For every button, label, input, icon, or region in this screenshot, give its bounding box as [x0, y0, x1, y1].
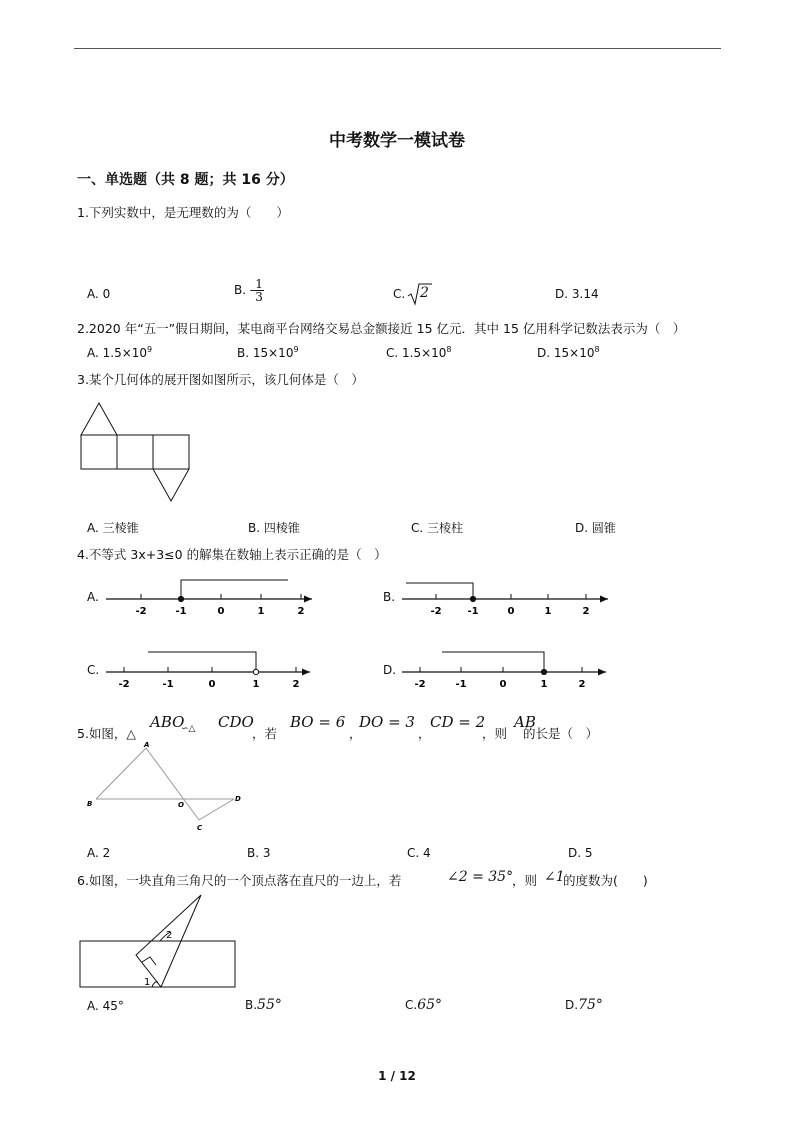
- q6-option-c[interactable]: [405, 997, 442, 1013]
- q2-option-c[interactable]: [386, 345, 452, 360]
- segment-ac: [146, 748, 199, 820]
- section-heading: 一、单选题（共 8 题；共 16 分）: [77, 172, 294, 188]
- q5-ze: ，则: [482, 726, 508, 741]
- tick-label: 1: [544, 606, 552, 617]
- q1-option-b-fraction: [254, 278, 264, 303]
- tick-label: -1: [162, 679, 174, 690]
- q6-option-d-prefix: D.: [565, 998, 579, 1012]
- q2-option-b-exponent: 9: [293, 345, 299, 354]
- q2-option-a-base: A. 1.5×10: [87, 346, 148, 360]
- tick-label: 0: [507, 606, 515, 617]
- fraction-denominator: 3: [255, 290, 263, 304]
- tick-label: -1: [467, 606, 479, 617]
- q5-bo-value: BO = 6: [290, 713, 346, 731]
- tick-label: 2: [292, 679, 300, 690]
- page-number: 1 / 12: [378, 1069, 416, 1083]
- q5-similar-symbol: ∽△: [181, 724, 196, 734]
- q3-option-c[interactable]: C. 三棱柱: [411, 521, 464, 535]
- tick-label: 1: [540, 679, 548, 690]
- q5-do-value: DO = 3: [359, 713, 415, 731]
- angle-2-label: 2: [166, 930, 173, 941]
- net-face-3: [153, 435, 189, 469]
- q3-option-d[interactable]: D. 圆锥: [575, 521, 616, 535]
- segment-dc: [199, 799, 234, 820]
- axis-arrow-icon: [302, 669, 310, 676]
- tick-label: 1: [252, 679, 260, 690]
- q6-option-d[interactable]: [565, 997, 603, 1013]
- q4-option-a[interactable]: A.: [87, 590, 99, 604]
- q6-mid: ，则: [512, 873, 538, 888]
- point-a-label: A: [144, 741, 150, 749]
- point-o-label: O: [178, 801, 184, 809]
- q5-prefix: 5.如图，△: [77, 726, 137, 741]
- q2-option-c-exponent: 8: [446, 345, 452, 354]
- q1-option-c-prefix: C.: [393, 287, 406, 301]
- q6-tail: 的度数为( ): [563, 873, 648, 888]
- q2-option-a[interactable]: [87, 345, 152, 360]
- q3-net-figure: [78, 402, 198, 504]
- q6-option-d-value: 75°: [578, 997, 603, 1013]
- q3-option-a[interactable]: A. 三棱锥: [87, 521, 139, 535]
- solid-point: [470, 596, 475, 601]
- q2-option-b-base: B. 15×10: [237, 346, 294, 360]
- q2-option-b[interactable]: [237, 345, 299, 360]
- q6-stem: 6.如图，一块直角三角尺的一个顶点落在直尺的一边上，若: [77, 873, 402, 888]
- segment-ab: [96, 748, 146, 799]
- q3-stem: 3.某个几何体的展开图如图所示，该几何体是（ ）: [77, 372, 364, 387]
- q5-ab: AB: [514, 713, 536, 731]
- solid-point: [178, 596, 183, 601]
- q6-option-b-prefix: B.: [245, 998, 258, 1012]
- q4-number-line-c: [100, 648, 320, 696]
- solution-ray: [406, 583, 473, 599]
- q5-comma-2: ，: [418, 726, 431, 741]
- q4-stem: 4.不等式 3x+3≤0 的解集在数轴上表示正确的是（ ）: [77, 547, 387, 562]
- q4-number-line-d: [396, 648, 616, 696]
- page-title: 中考数学一模试卷: [329, 131, 465, 151]
- q5-triangle-abo: ABO: [150, 713, 185, 731]
- q5-tail: 的长是（ ）: [523, 726, 599, 741]
- q2-option-a-exponent: 9: [147, 345, 153, 354]
- q2-option-d[interactable]: [537, 345, 600, 360]
- solution-ray: [181, 580, 288, 599]
- net-top-triangle: [81, 403, 117, 435]
- q2-stem: 2.2020 年“五一”假日期间，某电商平台网络交易总金额接近 15 亿元．其中 15 亿用科学记数法表示为（ ）: [77, 321, 686, 336]
- solution-ray: [442, 652, 544, 672]
- q1-stem: 1.下列实数中，是无理数的为（ ）: [77, 205, 289, 220]
- tick-label: -1: [175, 606, 187, 617]
- q5-option-b[interactable]: B. 3: [247, 846, 271, 860]
- tick-label: -1: [455, 679, 467, 690]
- q6-angle1: ∠1: [544, 869, 565, 885]
- net-face-1: [81, 435, 117, 469]
- tick-label: -2: [118, 679, 130, 690]
- q5-option-d[interactable]: D. 5: [568, 846, 593, 860]
- solid-point: [541, 669, 546, 674]
- net-face-2: [117, 435, 153, 469]
- axis-arrow-icon: [304, 596, 312, 603]
- axis-arrow-icon: [598, 669, 606, 676]
- tick-label: 0: [217, 606, 225, 617]
- q5-option-a[interactable]: A. 2: [87, 846, 111, 860]
- point-c-label: C: [197, 824, 203, 832]
- q6-angle2-value: ∠2 = 35°: [447, 869, 514, 885]
- q6-option-b[interactable]: [245, 997, 282, 1013]
- tick-label: 1: [257, 606, 265, 617]
- axis-arrow-icon: [600, 596, 608, 603]
- q2-option-d-base: D. 15×10: [537, 346, 595, 360]
- q1-option-b[interactable]: [234, 278, 264, 303]
- tick-label: 2: [582, 606, 590, 617]
- net-bottom-triangle: [153, 469, 189, 501]
- ruler-rect: [80, 941, 235, 987]
- q5-figure: [86, 740, 256, 835]
- q6-option-c-value: 65°: [417, 997, 443, 1013]
- q5-option-c[interactable]: C. 4: [407, 846, 431, 860]
- header-rule: [74, 48, 721, 49]
- q2-option-c-base: C. 1.5×10: [386, 346, 447, 360]
- fraction-numerator: 1: [255, 277, 263, 291]
- q5-comma-1: ，: [349, 726, 362, 741]
- q2-option-d-exponent: 8: [594, 345, 600, 354]
- hollow-point: [253, 669, 258, 674]
- q1-option-a[interactable]: A. 0: [87, 287, 111, 301]
- point-b-label: B: [87, 800, 93, 808]
- q5-cd-value: CD = 2: [430, 713, 486, 731]
- q1-option-c[interactable]: [393, 283, 429, 301]
- angle-1-label: 1: [144, 977, 151, 988]
- solution-ray: [148, 652, 256, 672]
- tick-label: -2: [135, 606, 147, 617]
- q6-option-a[interactable]: A. 45°: [87, 999, 124, 1013]
- tick-label: -2: [430, 606, 442, 617]
- tick-label: 0: [208, 679, 216, 690]
- tick-label: 2: [578, 679, 586, 690]
- tick-label: 2: [297, 606, 305, 617]
- q4-number-line-a: [100, 578, 320, 618]
- q1-option-b-prefix: B. -: [234, 283, 255, 297]
- q6-option-c-prefix: C.: [405, 998, 418, 1012]
- q3-option-b[interactable]: B. 四棱锥: [248, 521, 300, 535]
- q4-option-c[interactable]: C.: [87, 663, 100, 677]
- tick-label: -2: [414, 679, 426, 690]
- q4-number-line-b: [396, 578, 616, 618]
- right-angle-mark: [142, 957, 156, 965]
- q6-figure: [78, 892, 238, 992]
- point-d-label: D: [235, 795, 241, 803]
- q6-option-b-value: 55°: [257, 997, 282, 1013]
- q4-option-d[interactable]: D.: [383, 663, 397, 677]
- q1-option-c-radicand: 2: [420, 285, 429, 301]
- q5-triangle-cdo: CDO: [218, 713, 254, 731]
- q5-ruo: ，若: [252, 726, 278, 741]
- tick-label: 0: [499, 679, 507, 690]
- q4-option-b[interactable]: B.: [383, 590, 396, 604]
- q1-option-d[interactable]: D. 3.14: [555, 287, 599, 301]
